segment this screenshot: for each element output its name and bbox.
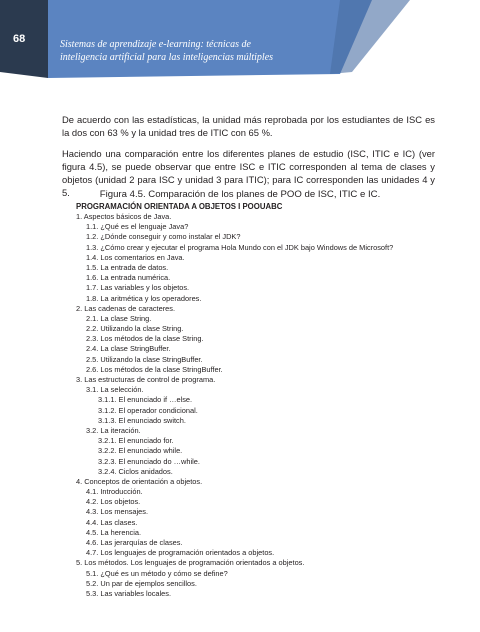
outline-item: 1.4. Los comentarios en Java.	[86, 252, 185, 262]
outline-item: 3.2.1. El enunciado for.	[98, 436, 174, 446]
page-number: 68	[13, 33, 26, 45]
outline-item: 4.2. Los objetos.	[86, 497, 141, 507]
outline-item: 4. Conceptos de orientación a objetos.	[76, 476, 203, 486]
outline-item: 4.5. La herencia.	[86, 527, 142, 537]
outline-item: 2.3. Los métodos de la clase String.	[86, 334, 204, 344]
outline-title: PROGRAMACIÓN ORIENTADA A OBJETOS I POOUABC	[76, 202, 283, 211]
outline-item: 4.7. Los lenguajes de programación orientados a objetos.	[86, 548, 275, 558]
outline-item: 2.1. La clase String.	[86, 313, 152, 323]
figure-caption: Figura 4.5. Comparación de los planes de POO de ISC, ITIC e IC.	[99, 189, 381, 200]
outline-item: 5.3. Las variables locales.	[86, 588, 172, 598]
outline-item: 1.1. ¿Qué es el lenguaje Java?	[86, 222, 189, 232]
body-paragraph: De acuerdo con las estadísticas, la unidad más reprobada por los estudiantes de ISC es la dos con 63 % y la unidad tres de ITIC con 65 %.	[62, 114, 435, 138]
figure-course-outline	[76, 202, 436, 599]
outline-item: 3.1. La selección.	[86, 385, 144, 395]
outline-item: 3.1.2. El operador condicional.	[98, 405, 198, 415]
body-paragraph: Haciendo una comparación entre los diferentes planes de estudio (ISC, ITIC e IC) (ver figura 4.5), se puede observar que entre ISC e ITIC corresponden al tema de clases y objetos (unidad 2 para ISC y unidad 3 para ITIC); para IC corresponden las unidades 4 y 5.	[62, 148, 435, 198]
running-title	[60, 38, 360, 64]
outline-item: 3.2.2. El enunciado while.	[98, 446, 183, 456]
outline-item: 1.5. La entrada de datos.	[86, 262, 169, 272]
outline-item: 1.8. La aritmética y los operadores.	[86, 293, 202, 303]
outline-item: 4.1. Introducción.	[86, 487, 143, 497]
page-header	[0, 0, 480, 86]
outline-item: 3.2. La iteración.	[86, 425, 141, 435]
outline-list	[76, 212, 436, 599]
outline-item: 3.2.4. Ciclos anidados.	[98, 466, 173, 476]
outline-item: 1. Aspectos básicos de Java.	[76, 212, 172, 221]
outline-item: 4.3. Los mensajes.	[86, 507, 149, 517]
running-title-line-1: Sistemas de aprendizaje e-learning: técnicas de	[60, 39, 251, 50]
outline-item: 4.4. Las clases.	[86, 517, 138, 527]
outline-item: 2.6. Los métodos de la clase StringBuffer.	[86, 364, 223, 374]
outline-item: 2.2. Utilizando la clase String.	[86, 324, 184, 334]
outline-item: 2.5. Utilizando la clase StringBuffer.	[86, 354, 203, 364]
outline-item: 5.1. ¿Qué es un método y cómo se define?	[86, 568, 228, 578]
outline-item: 1.7. Las variables y los objetos.	[86, 283, 190, 293]
outline-item: 3.1.3. El enunciado switch.	[98, 415, 186, 425]
running-title-line-2: inteligencia artificial para las inteligencias múltiples	[60, 52, 274, 63]
outline-item: 5.2. Un par de ejemplos sencillos.	[86, 578, 197, 588]
outline-item: 3.2.3. El enunciado do …while.	[98, 456, 200, 466]
outline-item: 1.3. ¿Cómo crear y ejecutar el programa Hola Mundo con el JDK bajo Windows de Microsoft?	[86, 242, 394, 252]
outline-item: 2.4. La clase StringBuffer.	[86, 344, 171, 354]
outline-item: 3. Las estructuras de control de programa.	[76, 375, 216, 384]
outline-item: 1.6. La entrada numérica.	[86, 273, 171, 283]
outline-item: 5. Los métodos. Los lenguajes de programación orientados a objetos.	[76, 558, 305, 568]
outline-item: 3.1.1. El enunciado if …else.	[98, 395, 193, 405]
outline-item: 2. Las cadenas de caracteres.	[76, 303, 176, 313]
outline-item: 1.2. ¿Dónde conseguir y como instalar el JDK?	[86, 232, 241, 242]
outline-item: 4.6. Las jerarquías de clases.	[86, 538, 183, 547]
